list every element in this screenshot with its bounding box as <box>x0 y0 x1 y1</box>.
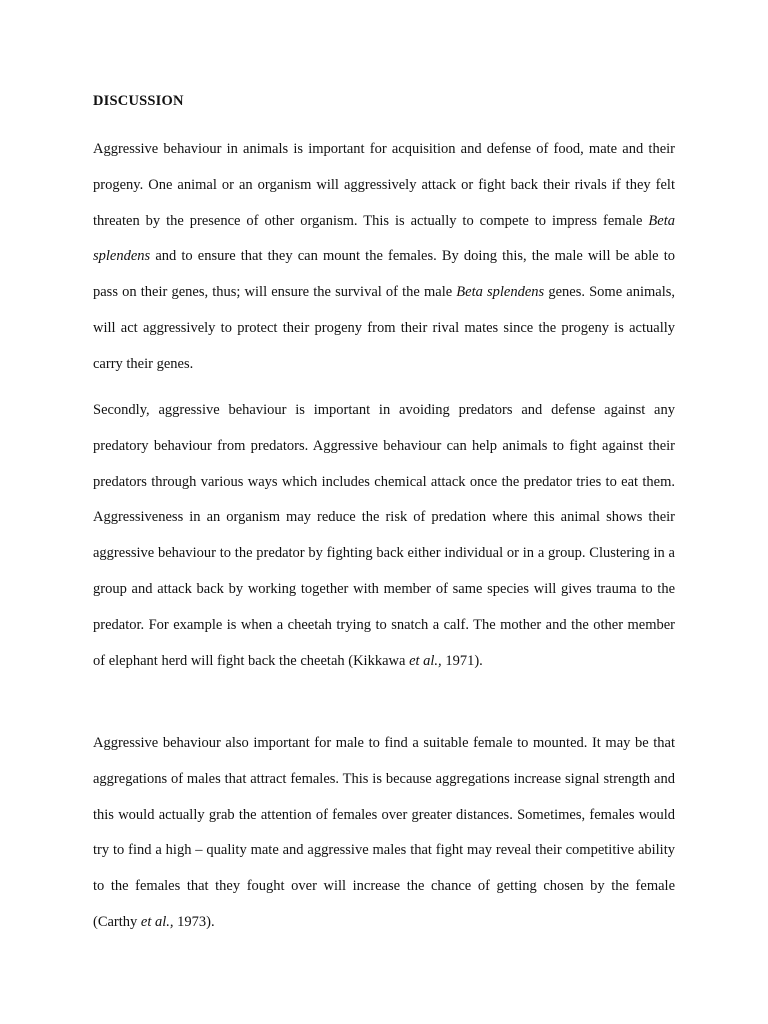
species-name: Beta splendens <box>93 212 675 265</box>
text-run: Aggressive behaviour also important for male to find a suitable female to mounted. It may be that aggregations of males that attract females. This is because aggregations increase signal strength and this would actually grab the attention of females over greater distances. Sometimes, females would try to find a high – quality mate and aggressive males that fight may reveal their competitive ability to the females that they fought over will increase the chance of getting chosen by the female (Carthy <box>93 735 675 930</box>
paragraph-3 <box>93 726 675 941</box>
text-run: 1971). <box>441 652 483 669</box>
citation-etal: et al., <box>409 652 442 669</box>
text-run: and to ensure that they can mount the females. By doing this, the male will be able to pass on their genes, thus; will ensure the survival of the male <box>93 248 675 301</box>
paragraph-1 <box>93 132 675 383</box>
text-run: Aggressive behaviour in animals is important for acquisition and defense of food, mate and their progeny. One animal or an organism will aggressively attack or fight back their rivals if they felt threaten by the presence of other organism. This is actually to compete to impress female <box>93 141 675 229</box>
text-run: Secondly, aggressive behaviour is important in avoiding predators and defense against any predatory behaviour from predators. Aggressive behaviour can help animals to fight against their predators through various ways which includes chemical attack once the predator tries to eat them. Aggressiveness in an organism may reduce the risk of predation where this animal shows their aggressive behaviour to the predator by fighting back either individual or in a group. Clustering in a group and attack back by working together with member of same species will gives trauma to the predator. For example is when a cheetah trying to snatch a calf. The mother and the other member of elephant herd will fight back the cheetah (Kikkawa <box>93 402 675 669</box>
species-name: Beta splendens <box>456 284 545 301</box>
text-run: genes. Some animals, will act aggressively to protect their progeny from their rival mates since the progeny is actually carry their genes. <box>93 284 675 372</box>
text-run: 1973). <box>173 913 215 930</box>
citation-etal: et al., <box>140 913 174 930</box>
paragraph-2 <box>93 393 675 679</box>
section-heading: DISCUSSION <box>93 93 184 109</box>
